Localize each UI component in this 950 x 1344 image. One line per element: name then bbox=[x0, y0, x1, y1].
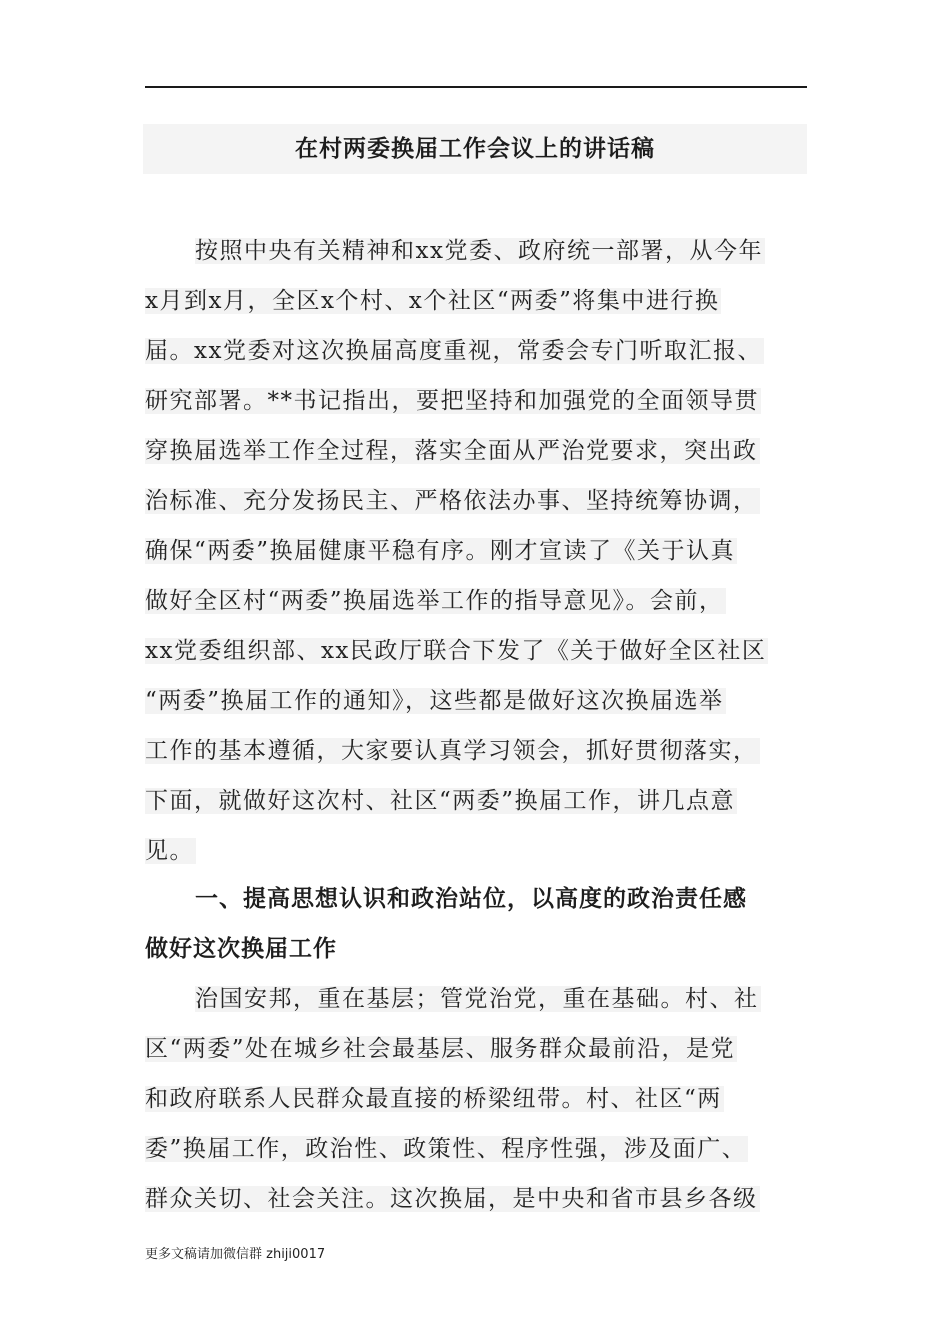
paragraph-section-1 bbox=[145, 974, 785, 1224]
text-line: 研究部署。**书记指出，要把坚持和加强党的全面领导贯 bbox=[145, 388, 759, 414]
paragraph-intro bbox=[145, 226, 785, 876]
text-line: 治国安邦，重在基层；管党治党，重在基础。村、社 bbox=[195, 986, 759, 1012]
text-line: 区“两委”处在城乡社会最基层、服务群众最前沿，是党 bbox=[145, 1036, 736, 1062]
text-line: 治标准、充分发扬民主、严格依法办事、坚持统筹协调， bbox=[145, 488, 758, 514]
text-line: “两委”换届工作的通知》，这些都是做好这次换届选举 bbox=[145, 688, 724, 714]
header-rule bbox=[145, 86, 807, 88]
text-line: 和政府联系人民群众最直接的桥梁纽带。村、社区“两 bbox=[145, 1086, 722, 1112]
text-line: x月到x月，全区x个村、x个社区“两委”将集中进行换 bbox=[145, 288, 720, 314]
text-line: 确保“两委”换届健康平稳有序。刚才宣读了《关于认真 bbox=[145, 538, 736, 564]
text-line: 做好全区村“两委”换届选举工作的指导意见》。会前， bbox=[145, 588, 724, 614]
text-line: 下面，就做好这次村、社区“两委”换届工作，讲几点意 bbox=[145, 788, 736, 814]
text-line: 工作的基本遵循，大家要认真学习领会，抓好贯彻落实， bbox=[145, 738, 758, 764]
text-line: 届。xx党委对这次换届高度重视，常委会专门听取汇报、 bbox=[145, 338, 762, 364]
heading-line: 做好这次换届工作 bbox=[145, 936, 337, 962]
heading-line: 一、提高思想认识和政治站位，以高度的政治责任感 bbox=[195, 886, 747, 912]
footer-note: 更多文稿请加微信群 zhiji0017 bbox=[145, 1247, 326, 1262]
text-line: 见。 bbox=[145, 838, 194, 864]
section-heading-1 bbox=[145, 874, 785, 974]
text-line: xx党委组织部、xx民政厅联合下发了《关于做好全区社区 bbox=[145, 638, 767, 664]
text-line: 委”换届工作，政治性、政策性、程序性强，涉及面广、 bbox=[145, 1136, 747, 1162]
text-line: 按照中央有关精神和xx党委、政府统一部署，从今年 bbox=[195, 238, 763, 264]
text-line: 穿换届选举工作全过程，落实全面从严治党要求，突出政 bbox=[145, 438, 758, 464]
text-line: 群众关切、社会关注。这次换届，是中央和省市县乡各级 bbox=[145, 1186, 758, 1212]
document-title: 在村两委换届工作会议上的讲话稿 bbox=[295, 136, 655, 162]
